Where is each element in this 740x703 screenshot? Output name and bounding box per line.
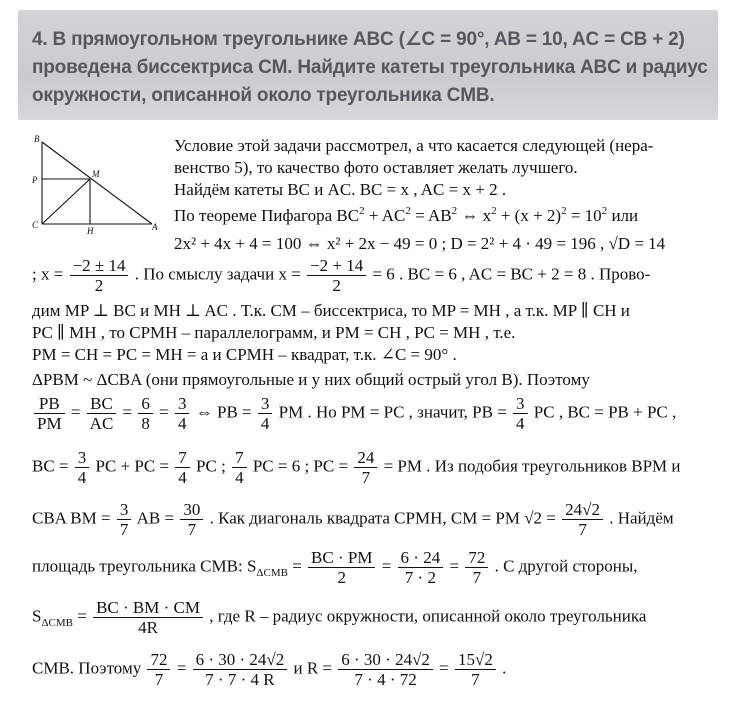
problem-photo xyxy=(18,10,718,120)
solution-line-9: PM = CH = PC = MH = a и CPMH – квадрат, т.к. ∠C = 90° . xyxy=(32,345,457,364)
solution-line-7: дим MP ⊥ BC и MH ⊥ AC . Т.к. CM – биссектриса, то MP = MH , а т.к. MP ∥ CH и xyxy=(32,301,630,320)
bc-line: BC = $\frac{3}{4}$ PC + PC = $\frac{7}{4}$ PC ; $\frac{7}{4}$ PC = 6 ; PC = $\frac{24}{7}$ = PM . Из подобия треугольников BPM и xyxy=(32,448,681,487)
label-m: M xyxy=(92,169,100,179)
solution-line-8: PC ∥ MH , то CPMH – параллелограмм, и PM = CH , PC = MH , т.е. xyxy=(32,323,516,342)
solution-line-1: Условие этой задачи рассмотрел, а что касается следующей (нера- xyxy=(174,136,654,155)
solution-line-10: ΔPBM ~ ΔCBA (они прямоугольные и у них общий острый угол B). Поэтому xyxy=(32,370,590,389)
problem-line-1: 4. В прямоугольном треугольнике ABC (∠C = 90°, AB = 10, AC = CB + 2) xyxy=(32,29,685,50)
problem-line-3: окружности, описанной около треугольника CMB. xyxy=(32,85,495,106)
problem-line-2: проведена биссектриса CM. Найдите катеты треугольника ABC и радиус xyxy=(32,57,708,78)
solution-line-3: Найдём катеты BC и AC. BC = x , AC = x + 2 . xyxy=(174,180,507,199)
quadratic-line: 2x² + 4x + 4 = 100 ⇔ x² + 2x − 49 = 0 ; D = 2² + 4 · 49 = 196 , √D = 14 xyxy=(174,234,666,253)
label-c: C xyxy=(32,220,39,230)
area-formula-line: $S_{\Delta CMB}$ = $\frac{BC \cdot BM \cdot CM}{4R}$ , где R – радиус окружности, описанной около треугольника xyxy=(32,598,647,637)
triangle-figure xyxy=(30,132,160,237)
label-p: P xyxy=(32,175,38,185)
similarity-line: $\frac{PB}{PM}$ = $\frac{BC}{AC}$ = $\frac{6}{8}$ = $\frac{3}{4}$ ⇔ PB = $\frac{3}{4}$ PM . Но PM = PC , значит, PB = $\frac{3}{4}$ PC , BC = PB + PC , xyxy=(32,394,676,433)
label-h: H xyxy=(87,226,94,236)
area-line: площадь треугольника CMB: $S_{\Delta CMB}$ = $\frac{BC \cdot PM}{2}$ = $\frac{6 \cdot 24}{7 \cdot 2}$ = $\frac{72}{7}$ . С другой стороны, xyxy=(32,548,638,587)
bisector-cm xyxy=(42,179,90,224)
pythagoras-line: По теореме Пифагора $BC^2 + AC^2 = AB^2$ ⇔ $x^2 + (x + 2)^2 = 10^2$ или xyxy=(174,205,639,225)
label-b: B xyxy=(34,134,40,144)
roots-line: ; x = $\frac{-2 \pm 14}{2}$ . По смыслу задачи x = $\frac{-2 + 14}{2}$ = 6 . BC = 6 , AC = BC + 2 = 8 . Прово- xyxy=(32,256,651,295)
radius-line: CMB. Поэтому $\frac{72}{7}$ = $\frac{6 \cdot 30 \cdot 24√2}{7 \cdot 7 \cdot 4 R}$ и R = $\frac{6 \cdot 30 \cdot 24√2}{7 \cdot 4 \cdot 72}$ = $\frac{15√2}{7}$ . xyxy=(32,650,507,689)
bm-line: CBA BM = $\frac{3}{7}$ AB = $\frac{30}{7}$ . Как диагональ квадрата CPMH, CM = PM √2 = $\frac{24√2}{7}$ . Найдём xyxy=(32,500,674,539)
solution-line-2: венство 5), то качество фото оставляет желать лучшего. xyxy=(174,158,578,177)
label-a: A xyxy=(152,222,158,232)
side-ab xyxy=(42,142,152,224)
